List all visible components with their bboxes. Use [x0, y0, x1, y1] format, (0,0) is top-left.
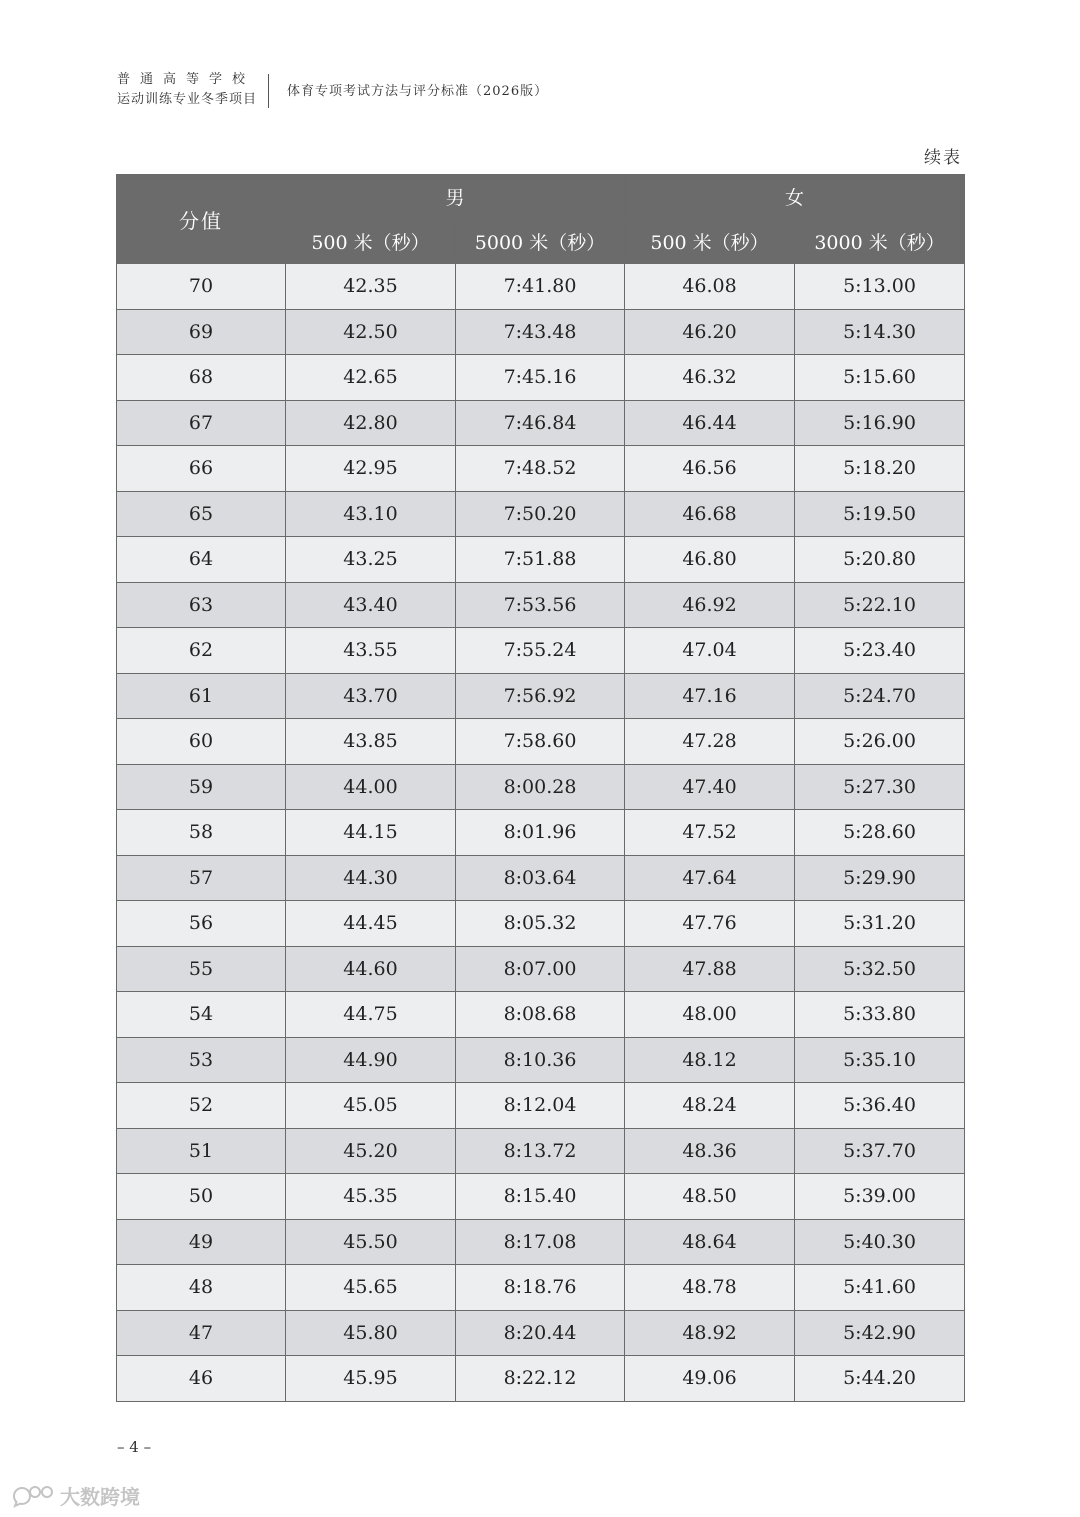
score-cell: 62: [117, 628, 286, 674]
male-500m-cell: 43.70: [286, 673, 456, 719]
male-5000m-cell: 8:07.00: [456, 946, 625, 992]
male-5000m-cell: 7:51.88: [456, 537, 625, 583]
table-row: [117, 400, 965, 446]
male-5000m-cell: 8:13.72: [456, 1128, 625, 1174]
female-500m-cell: 48.36: [625, 1128, 795, 1174]
female-500m-cell: 48.50: [625, 1174, 795, 1220]
table-row: [117, 1265, 965, 1311]
page-number: – 4 –: [117, 1438, 152, 1456]
male-5000m-cell: 8:12.04: [456, 1083, 625, 1129]
table-row: [117, 355, 965, 401]
female-500m-cell: 47.28: [625, 719, 795, 765]
table-row: [117, 719, 965, 765]
female-3000m-cell: 5:26.00: [795, 719, 965, 765]
female-500m-cell: 48.64: [625, 1219, 795, 1265]
male-5000m-cell: 7:50.20: [456, 491, 625, 537]
score-cell: 57: [117, 855, 286, 901]
table-row: [117, 309, 965, 355]
female-500m-cell: 46.56: [625, 446, 795, 492]
female-3000m-cell: 5:32.50: [795, 946, 965, 992]
male-5000m-cell: 7:43.48: [456, 309, 625, 355]
score-cell: 50: [117, 1174, 286, 1220]
score-cell: 64: [117, 537, 286, 583]
female-500m-cell: 47.88: [625, 946, 795, 992]
table-row: [117, 992, 965, 1038]
male-500m-cell: 45.80: [286, 1310, 456, 1356]
male-500m-cell: 44.30: [286, 855, 456, 901]
score-cell: 70: [117, 264, 286, 310]
male-5000m-header: 5000 米（秒）: [456, 219, 625, 264]
table-row: [117, 673, 965, 719]
table-row: [117, 946, 965, 992]
male-5000m-cell: 7:45.16: [456, 355, 625, 401]
score-cell: 49: [117, 1219, 286, 1265]
male-5000m-cell: 8:03.64: [456, 855, 625, 901]
male-500m-cell: 44.15: [286, 810, 456, 856]
table-row: [117, 764, 965, 810]
score-cell: 58: [117, 810, 286, 856]
female-3000m-cell: 5:40.30: [795, 1219, 965, 1265]
male-5000m-cell: 8:08.68: [456, 992, 625, 1038]
male-500m-cell: 43.40: [286, 582, 456, 628]
female-500m-cell: 46.44: [625, 400, 795, 446]
male-group-header: 男: [286, 175, 625, 219]
male-500m-cell: 44.00: [286, 764, 456, 810]
score-cell: 51: [117, 1128, 286, 1174]
table-row: [117, 901, 965, 947]
male-500m-cell: 42.50: [286, 309, 456, 355]
table-row: [117, 1174, 965, 1220]
male-5000m-cell: 7:46.84: [456, 400, 625, 446]
female-3000m-cell: 5:42.90: [795, 1310, 965, 1356]
female-500m-cell: 46.92: [625, 582, 795, 628]
female-3000m-cell: 5:37.70: [795, 1128, 965, 1174]
male-500m-cell: 45.50: [286, 1219, 456, 1265]
score-cell: 61: [117, 673, 286, 719]
header-divider: [268, 74, 269, 108]
female-3000m-cell: 5:33.80: [795, 992, 965, 1038]
female-500m-cell: 46.68: [625, 491, 795, 537]
female-500m-cell: 49.06: [625, 1356, 795, 1402]
male-5000m-cell: 7:41.80: [456, 264, 625, 310]
male-5000m-cell: 8:10.36: [456, 1037, 625, 1083]
female-3000m-cell: 5:24.70: [795, 673, 965, 719]
female-500m-cell: 46.08: [625, 264, 795, 310]
table-row: [117, 582, 965, 628]
female-500m-cell: 47.52: [625, 810, 795, 856]
female-3000m-cell: 5:29.90: [795, 855, 965, 901]
score-cell: 47: [117, 1310, 286, 1356]
score-cell: 52: [117, 1083, 286, 1129]
female-500m-cell: 47.76: [625, 901, 795, 947]
continued-table-label: 续表: [924, 148, 962, 168]
score-column-header: 分值: [117, 175, 286, 264]
female-3000m-cell: 5:27.30: [795, 764, 965, 810]
female-3000m-cell: 5:19.50: [795, 491, 965, 537]
male-5000m-cell: 8:22.12: [456, 1356, 625, 1402]
male-5000m-cell: 8:15.40: [456, 1174, 625, 1220]
male-500m-cell: 42.65: [286, 355, 456, 401]
male-5000m-cell: 8:00.28: [456, 764, 625, 810]
score-cell: 60: [117, 719, 286, 765]
header-program-line: 运动训练专业冬季项目: [117, 92, 258, 107]
female-3000m-header: 3000 米（秒）: [795, 219, 965, 264]
header-document-title: 体育专项考试方法与评分标准（2026版）: [287, 84, 549, 99]
female-3000m-cell: 5:41.60: [795, 1265, 965, 1311]
header-school-line: 普通高等学校: [117, 72, 256, 87]
score-cell: 55: [117, 946, 286, 992]
female-3000m-cell: 5:20.80: [795, 537, 965, 583]
table-row: [117, 537, 965, 583]
score-cell: 68: [117, 355, 286, 401]
male-500m-cell: 45.65: [286, 1265, 456, 1311]
table-row: [117, 1128, 965, 1174]
male-500m-cell: 45.20: [286, 1128, 456, 1174]
female-3000m-cell: 5:31.20: [795, 901, 965, 947]
female-500m-header: 500 米（秒）: [625, 219, 795, 264]
male-500m-cell: 42.35: [286, 264, 456, 310]
table-row: [117, 1037, 965, 1083]
male-5000m-cell: 7:55.24: [456, 628, 625, 674]
female-3000m-cell: 5:16.90: [795, 400, 965, 446]
table-row: [117, 446, 965, 492]
score-cell: 54: [117, 992, 286, 1038]
table-row: [117, 855, 965, 901]
table-row: [117, 491, 965, 537]
male-500m-header: 500 米（秒）: [286, 219, 456, 264]
score-cell: 56: [117, 901, 286, 947]
female-3000m-cell: 5:23.40: [795, 628, 965, 674]
female-500m-cell: 48.00: [625, 992, 795, 1038]
female-3000m-cell: 5:28.60: [795, 810, 965, 856]
watermark: [10, 1481, 140, 1510]
male-5000m-cell: 7:56.92: [456, 673, 625, 719]
female-500m-cell: 48.12: [625, 1037, 795, 1083]
male-500m-cell: 43.85: [286, 719, 456, 765]
table-row: [117, 1310, 965, 1356]
score-table-body: [117, 264, 965, 1402]
table-row: [117, 628, 965, 674]
female-3000m-cell: 5:39.00: [795, 1174, 965, 1220]
score-cell: 67: [117, 400, 286, 446]
score-cell: 65: [117, 491, 286, 537]
female-3000m-cell: 5:15.60: [795, 355, 965, 401]
running-header-left: [117, 70, 257, 110]
score-cell: 53: [117, 1037, 286, 1083]
female-500m-cell: 48.92: [625, 1310, 795, 1356]
female-500m-cell: 47.16: [625, 673, 795, 719]
score-table: [116, 174, 965, 1402]
male-5000m-cell: 7:48.52: [456, 446, 625, 492]
speech-bubble-logo-icon: [10, 1484, 56, 1508]
male-500m-cell: 45.05: [286, 1083, 456, 1129]
male-500m-cell: 44.90: [286, 1037, 456, 1083]
score-cell: 69: [117, 309, 286, 355]
female-500m-cell: 47.04: [625, 628, 795, 674]
female-3000m-cell: 5:44.20: [795, 1356, 965, 1402]
female-3000m-cell: 5:22.10: [795, 582, 965, 628]
score-cell: 59: [117, 764, 286, 810]
male-500m-cell: 44.60: [286, 946, 456, 992]
score-cell: 48: [117, 1265, 286, 1311]
male-500m-cell: 44.75: [286, 992, 456, 1038]
score-cell: 66: [117, 446, 286, 492]
male-5000m-cell: 7:53.56: [456, 582, 625, 628]
male-5000m-cell: 8:01.96: [456, 810, 625, 856]
female-3000m-cell: 5:14.30: [795, 309, 965, 355]
female-500m-cell: 47.64: [625, 855, 795, 901]
male-500m-cell: 45.35: [286, 1174, 456, 1220]
male-500m-cell: 45.95: [286, 1356, 456, 1402]
female-3000m-cell: 5:18.20: [795, 446, 965, 492]
male-500m-cell: 42.80: [286, 400, 456, 446]
female-500m-cell: 47.40: [625, 764, 795, 810]
female-500m-cell: 48.24: [625, 1083, 795, 1129]
female-500m-cell: 46.20: [625, 309, 795, 355]
female-500m-cell: 48.78: [625, 1265, 795, 1311]
male-5000m-cell: 8:05.32: [456, 901, 625, 947]
female-500m-cell: 46.80: [625, 537, 795, 583]
female-3000m-cell: 5:13.00: [795, 264, 965, 310]
female-500m-cell: 46.32: [625, 355, 795, 401]
watermark-text: 大数跨境: [60, 1485, 140, 1509]
male-500m-cell: 43.10: [286, 491, 456, 537]
female-group-header: 女: [625, 175, 965, 219]
table-row: [117, 1219, 965, 1265]
male-500m-cell: 42.95: [286, 446, 456, 492]
table-row: [117, 810, 965, 856]
male-5000m-cell: 8:20.44: [456, 1310, 625, 1356]
female-3000m-cell: 5:35.10: [795, 1037, 965, 1083]
male-5000m-cell: 8:17.08: [456, 1219, 625, 1265]
male-500m-cell: 43.55: [286, 628, 456, 674]
female-3000m-cell: 5:36.40: [795, 1083, 965, 1129]
male-5000m-cell: 8:18.76: [456, 1265, 625, 1311]
male-500m-cell: 43.25: [286, 537, 456, 583]
male-500m-cell: 44.45: [286, 901, 456, 947]
score-cell: 46: [117, 1356, 286, 1402]
table-row: [117, 264, 965, 310]
table-row: [117, 1356, 965, 1402]
score-cell: 63: [117, 582, 286, 628]
table-row: [117, 1083, 965, 1129]
male-5000m-cell: 7:58.60: [456, 719, 625, 765]
